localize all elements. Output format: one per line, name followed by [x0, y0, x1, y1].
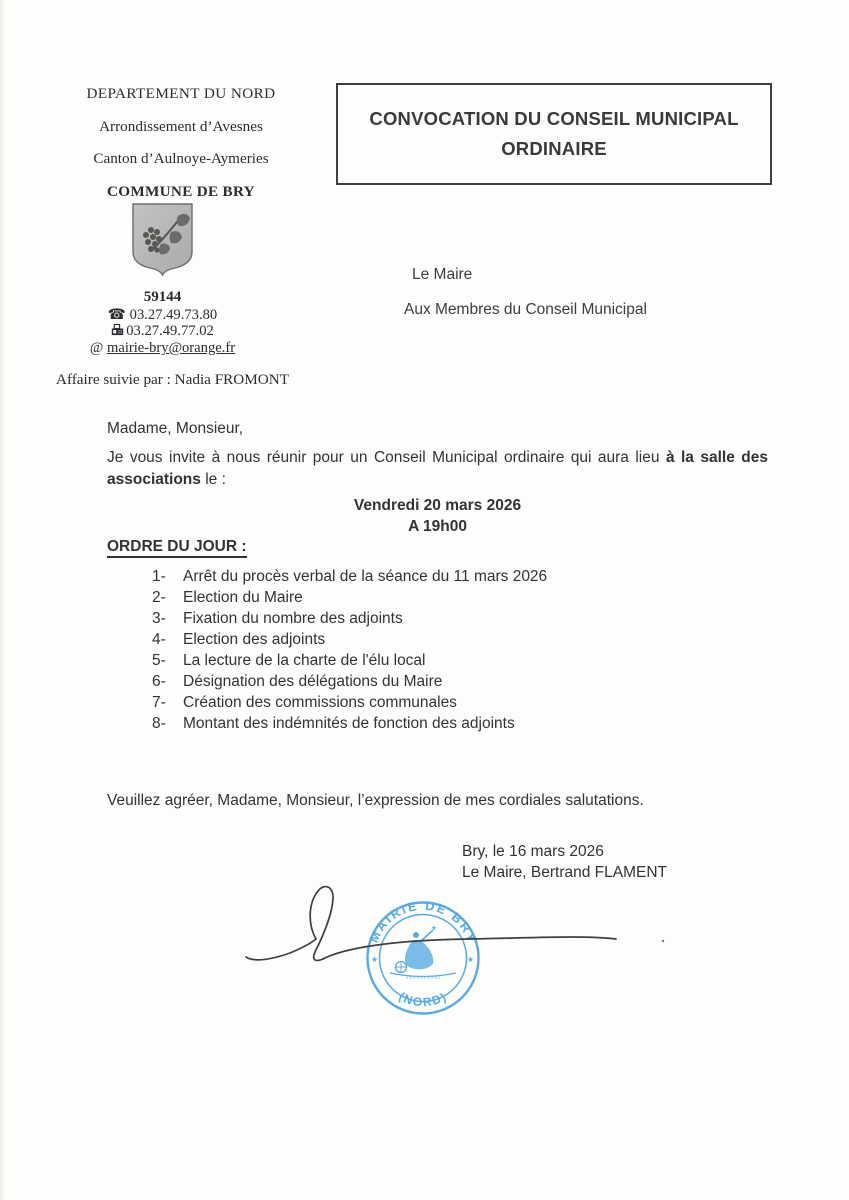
agenda-heading-text: ORDRE DU JOUR : — [107, 538, 247, 558]
meeting-time: A 19h00 — [408, 518, 467, 535]
letterhead-commune: COMMUNE DE BRY — [107, 183, 255, 200]
agenda-item-number: 1- — [152, 568, 166, 585]
stamp-top-text: MAIRIE DE BRY — [366, 898, 480, 946]
letterhead-arrondissement: Arrondissement d’Avesnes — [99, 118, 263, 135]
letterhead-department: DEPARTEMENT DU NORD — [86, 85, 276, 102]
agenda-item — [152, 566, 547, 587]
stamp-bottom-text: (NORD) — [396, 989, 450, 1010]
signature-block — [462, 841, 667, 883]
phone-line — [55, 306, 270, 324]
sender-line: Le Maire — [412, 266, 473, 283]
title-line-1: CONVOCATION DU CONSEIL MUNICIPAL — [369, 108, 739, 129]
meeting-date: Vendredi 20 mars 2026 — [353, 497, 522, 514]
agenda-item — [152, 650, 547, 671]
phone-icon: ☎ — [107, 307, 126, 323]
agenda-item — [152, 608, 547, 629]
agenda-item — [152, 587, 547, 608]
agenda-item-text: Arrêt du procès verbal de la séance du 11 mars 2026 — [183, 568, 548, 585]
agenda-item — [152, 713, 547, 734]
agenda-item-number: 4- — [152, 631, 166, 648]
intro-regular-text: Je vous invite à nous réunir pour un Conseil Municipal ordinaire qui aura lieu — [107, 449, 666, 466]
intro-paragraph-line2 — [107, 471, 768, 489]
agenda-item-text: Fixation du nombre des adjoints — [183, 610, 403, 627]
ink-speck — [662, 940, 664, 942]
municipal-stamp-icon — [367, 899, 480, 1014]
agenda-list — [152, 566, 547, 734]
signatory-name: Le Maire, Bertrand FLAMENT — [462, 864, 668, 881]
agenda-item — [152, 671, 547, 692]
letterhead-canton: Canton d’Aulnoye-Aymeries — [93, 150, 269, 167]
agenda-item-number: 5- — [152, 652, 166, 669]
agenda-item-text: La lecture de la charte de l'élu local — [183, 652, 426, 669]
commune-crest-icon — [131, 202, 194, 282]
agenda-heading — [107, 538, 247, 556]
place-and-date: Bry, le 16 mars 2026 — [462, 843, 604, 860]
intro-bold-text: à la salle des — [665, 449, 768, 466]
closing-sentence: Veuillez agréer, Madame, Monsieur, l’expression de mes cordiales salutations. — [107, 792, 644, 809]
agenda-item-number: 3- — [152, 610, 166, 627]
signature-and-stamp-area — [230, 878, 690, 1028]
recipient-line: Aux Membres du Conseil Municipal — [404, 301, 647, 318]
at-symbol: @ — [89, 340, 107, 356]
agenda-item-number: 2- — [152, 589, 166, 606]
agenda-item-number: 8- — [152, 715, 166, 732]
agenda-item — [152, 629, 547, 650]
stamp-right-star: ★ — [467, 955, 475, 964]
agenda-item-number: 6- — [152, 673, 166, 690]
agenda-item-text: Création des commissions communales — [183, 694, 457, 711]
svg-text:★: ★ — [431, 925, 437, 932]
stamp-center-figure — [390, 924, 456, 978]
stamp-left-star: ★ — [371, 955, 379, 964]
agenda-item-text: Election des adjoints — [183, 631, 326, 648]
scan-edge-artifact — [0, 0, 5, 1200]
intro-paragraph-line1 — [107, 449, 768, 467]
title-line-2: ORDINAIRE — [501, 138, 607, 159]
intro-bold-text2: associations — [107, 471, 201, 488]
email-address: mairie-bry@orange.fr — [106, 340, 236, 356]
svg-text:(NORD) — [397, 989, 450, 1009]
fax-icon — [111, 324, 124, 336]
agenda-item-number: 7- — [152, 694, 166, 711]
phone-number: 03.27.49.73.80 — [129, 307, 218, 323]
reference-line: Affaire suivie par : Nadia FROMONT — [56, 371, 289, 388]
salutation: Madame, Monsieur, — [107, 420, 244, 437]
agenda-item — [152, 692, 547, 713]
agenda-item-text: Désignation des délégations du Maire — [183, 673, 443, 690]
fax-number: 03.27.49.77.02 — [126, 323, 214, 339]
document-title-box — [336, 83, 772, 185]
email-line — [55, 340, 270, 357]
agenda-item-text: Montant des indémnités de fonction des adjoints — [183, 715, 515, 732]
agenda-item-text: Election du Maire — [183, 589, 303, 606]
postal-code: 59144 — [143, 289, 182, 305]
fax-line — [55, 323, 270, 340]
intro-tail-text: le : — [200, 471, 226, 488]
